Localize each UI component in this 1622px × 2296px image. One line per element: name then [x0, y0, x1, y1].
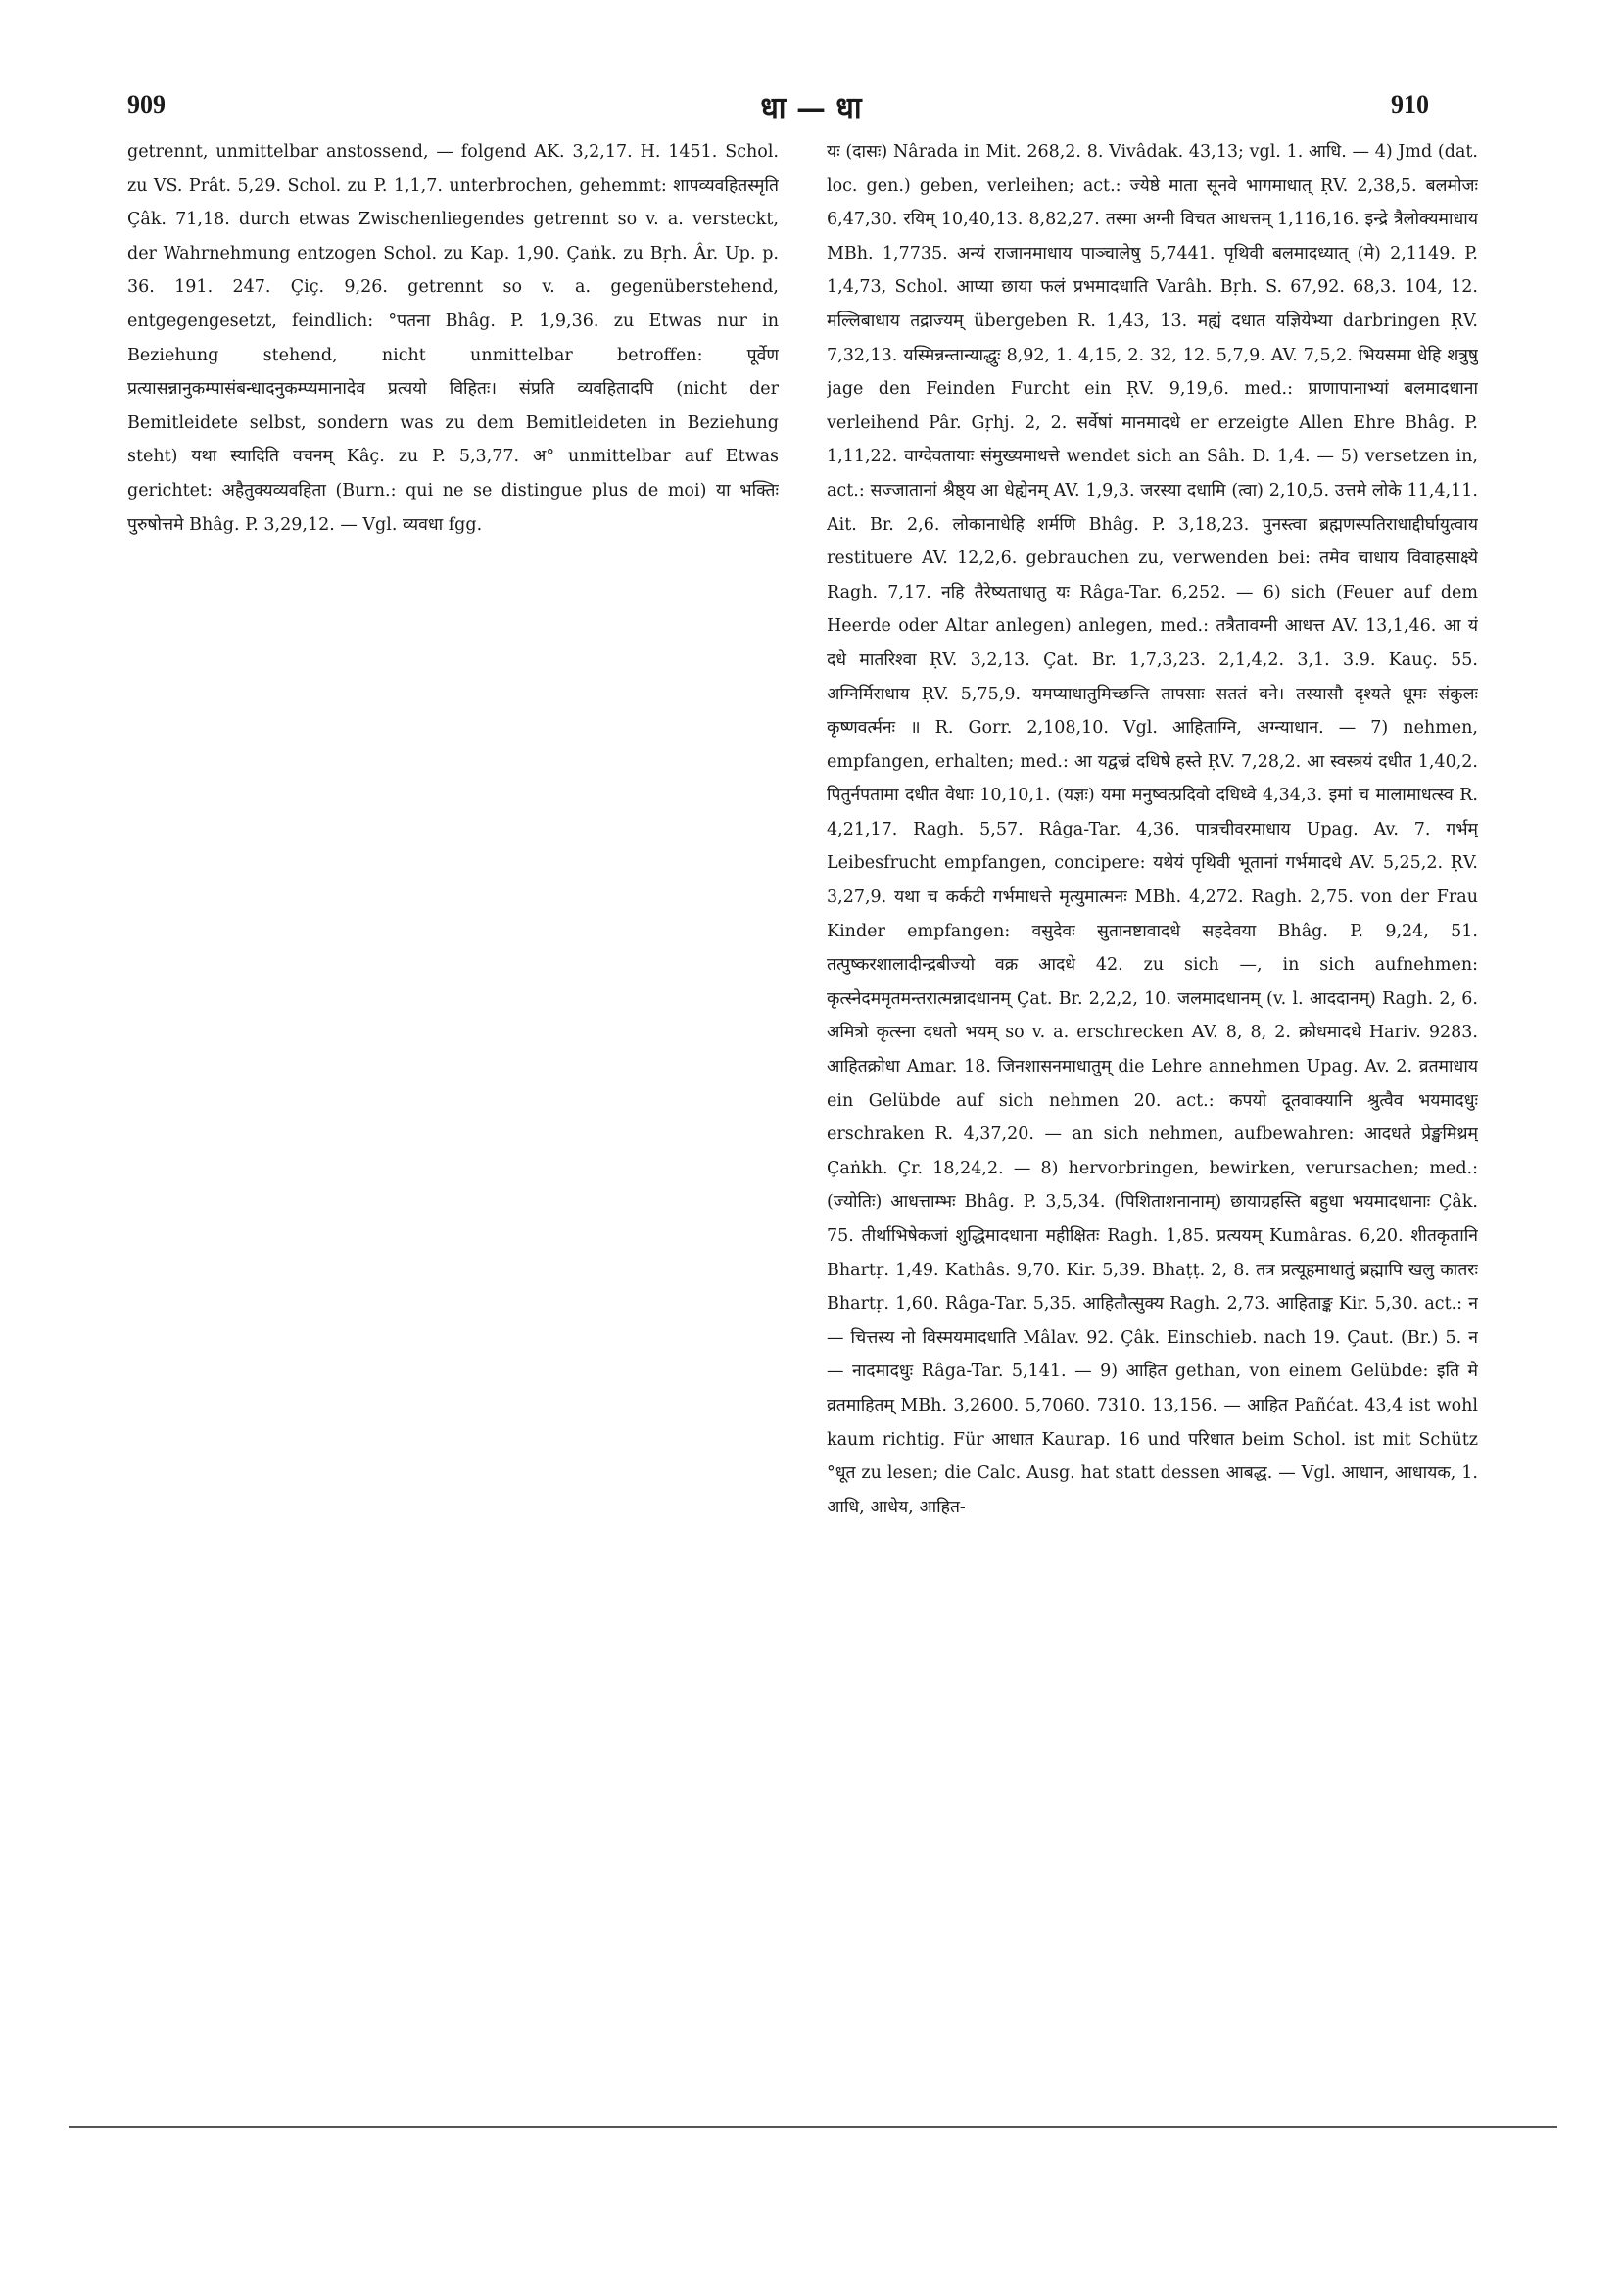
left-column [127, 135, 779, 2055]
bottom-divider [69, 2126, 1557, 2128]
dictionary-entry-text: getrennt, unmittelbar anstossend, — folgend AK. 3,2,17. H. 1451. Schol. zu VS. Prât. 5,29. Schol. zu P. 1,1,7. unterbrochen, gehemmt: शापव्यवहितस्मृति Çâk. 71,18. durch etwas Zwischenliegendes getrennt so v. a. versteckt, der Wahrnehmung entzogen Schol. zu Kap. 1,90. Çaṅk. zu Bṛh. Âr. Up. p. 36. 191. 247. Çiç. 9,26. getrennt so v. a. gegenüberstehend, entgegengesetzt, feindlich: °पतना Bhâg. P. 1,9,36. zu Etwas nur in Beziehung stehend, nicht unmittelbar betroffen: पूर्वेण प्रत्यासन्नानुकम्पासंबन्धादनुकम्प्यमानादेव प्रत्ययो विहितः। संप्रति व्यवहितादपि (nicht der Bemitleidete selbst, sondern was zu dem Bemitleideten in Beziehung steht) यथा स्यादिति वचनम् Kâç. zu P. 5,3,77. अ° unmittelbar auf Etwas gerichtet: अहैतुक्यव्यवहिता (Burn.: qui ne se distingue plus de moi) या भक्तिः पुरुषोत्तमे Bhâg. P. 3,29,12. — Vgl. व्यवधा fgg. [127, 142, 779, 535]
dictionary-entry-text: यः (दासः) Nârada in Mit. 268,2. 8. Vivâdak. 43,13; vgl. 1. आधि. — 4) Jmd (dat. loc. gen.) geben, verleihen; act.: ज्येष्ठे माता सूनवे भागमाधात् ṚV. 2,38,5. बलमोजः 6,47,30. रयिम् 10,40,13. 8,82,27. तस्मा अग्नी विचत आधत्तम् 1,116,16. इन्द्रे त्रैलोक्यमाधाय MBh. 1,7735. अन्यं राजानमाधाय पाञ्चालेषु 5,7441. पृथिवी बलमादध्यात् (मे) 2,1149. P. 1,4,73, Schol. आप्या छाया फलं प्रभमादधाति Varâh. Bṛh. S. 67,92. 68,3. 104, 12. मल्लिबाधाय तद्राज्यम् übergeben R. 1,43, 13. मह्यं दधात यज्ञियेभ्या darbringen ṚV. 7,32,13. यस्मिन्नन्तान्याद्धुः 8,92, 1. 4,15, 2. 32, 12. 5,7,9. AV. 7,5,2. भियसमा धेहि शत्रुषु jage den Feinden Furcht ein ṚV. 9,19,6. med.: प्राणापानाभ्यां बलमादधाना verleihend Pâr. Gṛhj. 2, 2. सर्वेषां मानमादधे er erzeigte Allen Ehre Bhâg. P. 1,11,22. वाग्देवतायाः संमुख्यमाधत्ते wendet sich an Sâh. D. 1,4. — 5) versetzen in, act.: सज्जातानां श्रैष्ठ्य आ धेह्येनम् AV. 1,9,3. जरस्या दधामि (त्वा) 2,10,5. उत्तमे लोके 11,4,11. Ait. Br. 2,6. लोकानाधेहि शर्मणि Bhâg. P. 3,18,23. पुनस्त्वा ब्रह्मणस्पतिराधाद्दीर्घायुत्वाय restituere AV. 12,2,6. gebrauchen zu, verwenden bei: तमेव चाधाय विवाहसाक्ष्ये Ragh. 7,17. नहि तैरेष्यताधातु यः Râga-Tar. 6,252. — 6) sich (Feuer auf dem Heerde oder Altar anlegen) anlegen, med.: तत्रैतावग्नी आधत्त AV. 13,1,46. आ यं दधे मातरिश्वा ṚV. 3,2,13. Çat. Br. 1,7,3,23. 2,1,4,2. 3,1. 3.9. Kauç. 55. अग्निर्मिराधाय ṚV. 5,75,9. यमप्याधातुमिच्छन्ति तापसाः सततं वने। तस्यासौ दृश्यते धूमः संकुलः कृष्णवर्त्मनः ॥ R. Gorr. 2,108,10. Vgl. आहिताग्नि, अग्न्याधान. — 7) nehmen, empfangen, erhalten; med.: आ यद्वज्रं दधिषे हस्ते ṚV. 7,28,2. आ स्वस्त्रयं दधीत 1,40,2. पितुर्नपतामा दधीत वेधाः 10,10,1. (यज्ञः) यमा मनुष्वत्प्रदिवो दधिध्वे 4,34,3. इमां च मालामाधत्स्व R. 4,21,17. Ragh. 5,57. Râga-Tar. 4,36. पात्रचीवरमाधाय Upag. Av. 7. गर्भम् Leibesfrucht empfangen, concipere: यथेयं पृथिवी भूतानां गर्भमादधे AV. 5,25,2. ṚV. 3,27,9. यथा च कर्कटी गर्भमाधत्ते मृत्युमात्मनः MBh. 4,272. Ragh. 2,75. von der Frau Kinder empfangen: वसुदेवः सुतानष्टावादधे सहदेवया Bhâg. P. 9,24, 51. तत्पुष्करशालादीन्द्रबीज्यो वक्र आदधे 42. zu sich —, in sich aufnehmen: कृत्स्नेदममृतमन्तरात्मन्नादधानम् Çat. Br. 2,2,2, 10. जलमादधानम् (v. l. आददानम्) Ragh. 2, 6. अमित्रो कृत्स्ना दधतो भयम् so v. a. erschrecken AV. 8, 8, 2. क्रोधमादधे Hariv. 9283. आहितक्रोधा Amar. 18. जिनशासनमाधातुम् die Lehre annehmen Upag. Av. 2. व्रतमाधाय ein Gelübde auf sich nehmen 20. act.: कपयो दूतवाक्यानि श्रुत्वैव भयमादधुः erschraken R. 4,37,20. — an sich nehmen, aufbewahren: आदधते प्रेङ्खमिथ्रम् Çaṅkh. Çr. 18,24,2. — 8) hervorbringen, bewirken, verursachen; med.: (ज्योतिः) आधत्ताम्भः Bhâg. P. 3,5,34. (पिशिताशनानाम्) छायाग्रहस्ति बहुधा भयमादधानाः Çâk. 75. तीर्थाभिषेकजां शुद्धिमादधाना महीक्षितः Ragh. 1,85. प्रत्ययम् Kumâras. 6,20. शीतकृतानि Bhartṛ. 1,49. Kathâs. 9,70. Kir. 5,39. Bhaṭṭ. 2, 8. तत्र प्रत्यूहमाधातुं ब्रह्मापि खलु कातरः Bhartṛ. 1,60. Râga-Tar. 5,35. आहितौत्सुक्य Ragh. 2,73. आहिताङ्क Kir. 5,30. act.: न — चित्तस्य नो विस्मयमादधाति Mâlav. 92. Çâk. Einschieb. nach 19. Çaut. (Br.) 5. न — नादमादधुः Râga-Tar. 5,141. — 9) आहित gethan, von einem Gelübde: इति मे व्रतमाहितम् MBh. 3,2600. 5,7060. 7310. 13,156. — आहित Pañćat. 43,4 ist wohl kaum richtig. Für आधात Kaurap. 16 und परिधात beim Schol. ist mit Schütz °धूत zu lesen; die Calc. Ausg. hat statt dessen आबद्ध. — Vgl. आधान, आधायक, 1. आधि, आधेय, आहित- [827, 142, 1478, 1517]
right-column [827, 135, 1478, 2055]
running-title: धा — धा [760, 91, 862, 125]
page-number-right: 910 [1391, 90, 1429, 119]
page-number-left: 909 [127, 90, 166, 119]
